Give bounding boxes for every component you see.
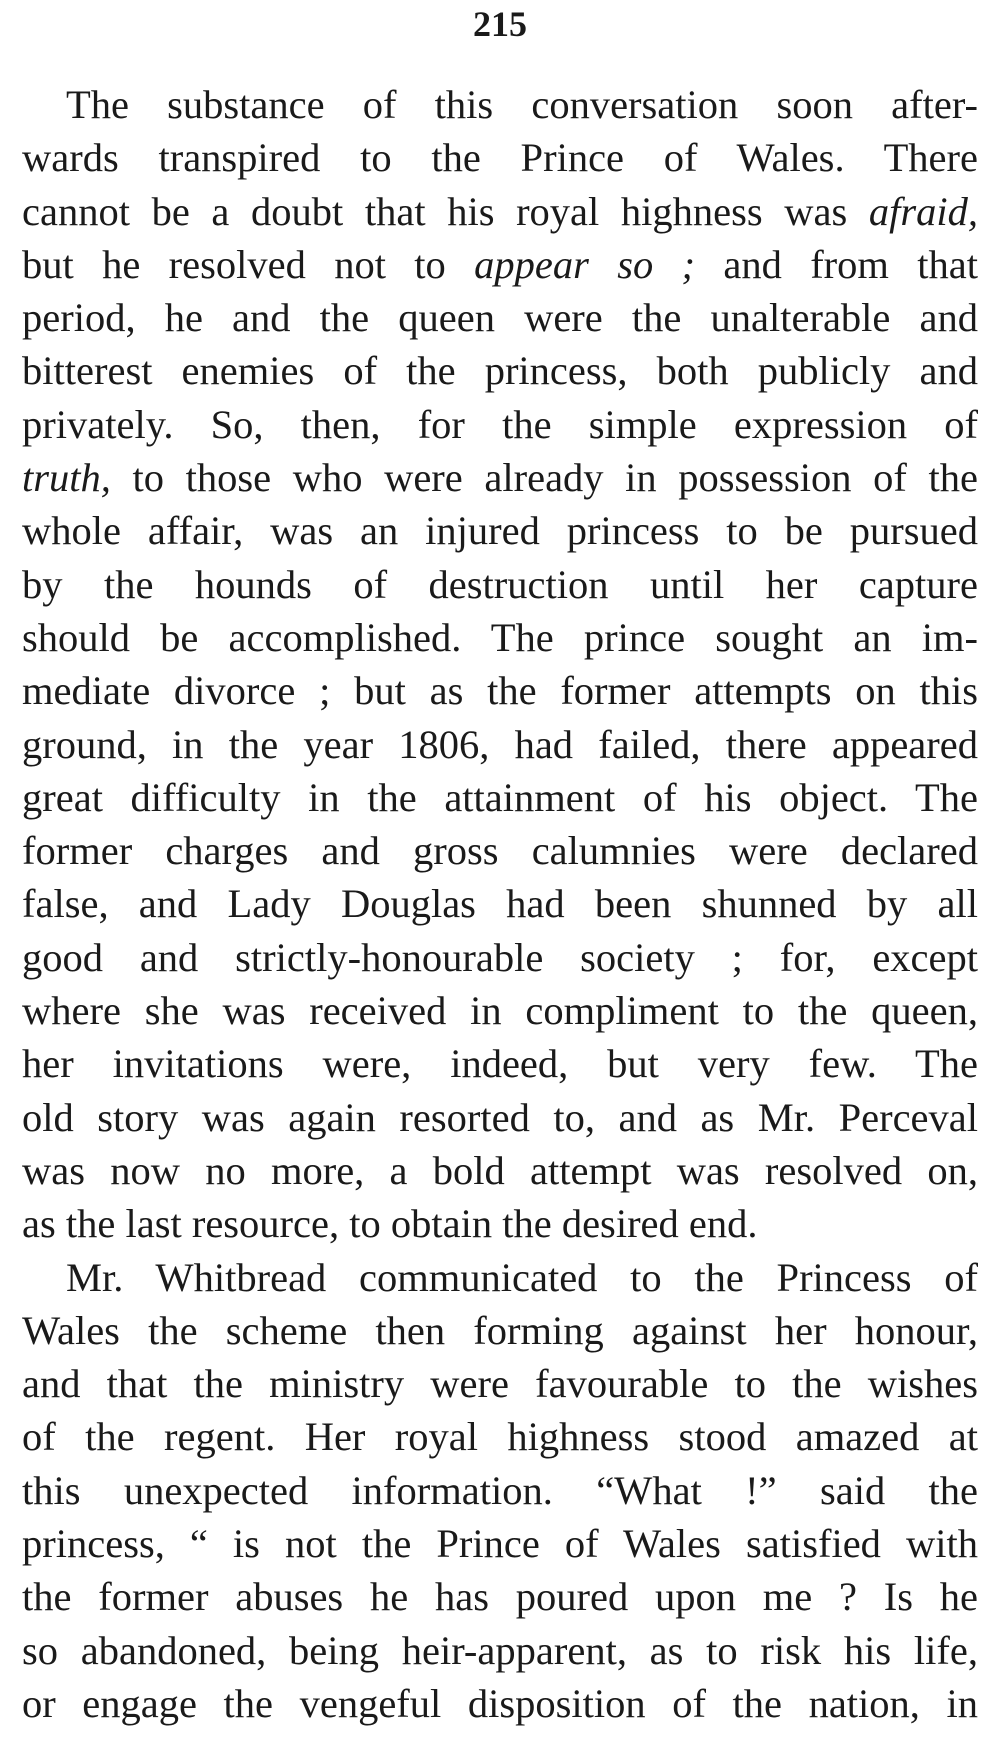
text-run: former charges and gross calumnies were declared (22, 828, 978, 874)
text-run: ground, in the year 1806, had failed, there appeared (22, 721, 978, 767)
text-line (22, 1624, 978, 1677)
text-line (22, 931, 978, 984)
text-run: princess, “ is not the Prince of Wales satisfied with (22, 1521, 978, 1567)
text-run: this unexpected information. “What !” said the (22, 1467, 978, 1513)
text-run: the former abuses he has poured upon me ? Is he (22, 1574, 978, 1620)
text-run: her invitations were, indeed, but very few. The (22, 1041, 978, 1087)
text-line (22, 558, 978, 611)
text-run: as the last resource, to obtain the desired end. (22, 1201, 758, 1247)
text-line (22, 824, 978, 877)
text-line (22, 398, 978, 451)
body-text (22, 78, 978, 1730)
text-line (22, 718, 978, 771)
text-line (22, 1091, 978, 1144)
text-line (22, 877, 978, 930)
text-run: privately. So, then, for the simple expression of (22, 401, 978, 447)
text-line (22, 1251, 978, 1304)
text-line (22, 1677, 978, 1730)
text-run: Wales the scheme then forming against her honour, (22, 1307, 978, 1353)
text-run: of the regent. Her royal highness stood amazed at (22, 1414, 978, 1460)
text-run: was now no more, a bold attempt was resolved on, (22, 1147, 978, 1193)
text-line (22, 1304, 978, 1357)
text-line (22, 1464, 978, 1517)
text-run: by the hounds of destruction until her capture (22, 561, 978, 607)
text-line (22, 291, 978, 344)
text-line (22, 451, 978, 504)
text-run: Mr. Whitbread communicated to the Princess of (66, 1254, 978, 1300)
text-line (22, 1517, 978, 1570)
text-run: so abandoned, being heir-apparent, as to risk his life, (22, 1627, 978, 1673)
text-line (22, 1570, 978, 1623)
text-line (22, 771, 978, 824)
text-run: where she was received in compliment to the queen, (22, 988, 978, 1034)
text-line (22, 185, 978, 238)
text-run: to those who were already in possession of the (110, 455, 978, 501)
text-line (22, 611, 978, 664)
text-line (22, 238, 978, 291)
text-run: mediate divorce ; but as the former attempts on this (22, 668, 978, 714)
text-line (22, 1037, 978, 1090)
text-line (22, 131, 978, 184)
text-line (22, 664, 978, 717)
text-run: bitterest enemies of the princess, both publicly and (22, 348, 978, 394)
text-run: should be accomplished. The prince sought an im- (22, 614, 978, 660)
paragraph (22, 78, 978, 1251)
text-line (22, 1357, 978, 1410)
text-line (22, 344, 978, 397)
text-line (22, 984, 978, 1037)
text-run: and that the ministry were favourable to the wishes (22, 1361, 978, 1407)
text-line (22, 78, 978, 131)
text-run: cannot be a doubt that his royal highness was (22, 188, 869, 234)
text-run: old story was again resorted to, and as Mr. Perceval (22, 1094, 978, 1140)
text-run: and from that (695, 241, 978, 287)
text-line (22, 1410, 978, 1463)
italic-text: truth, (22, 455, 111, 501)
text-run: period, he and the queen were the unalterable and (22, 295, 978, 341)
text-run: wards transpired to the Prince of Wales. There (22, 135, 978, 181)
text-run: false, and Lady Douglas had been shunned by all (22, 881, 978, 927)
paragraph (22, 1251, 978, 1731)
text-run: whole affair, was an injured princess to be pursued (22, 508, 978, 554)
text-run: great difficulty in the attainment of his object. The (22, 774, 978, 820)
text-run: good and strictly-honourable society ; for, except (22, 934, 978, 980)
text-line (22, 504, 978, 557)
text-run: or engage the vengeful disposition of the nation, in (22, 1680, 978, 1726)
italic-text: appear so ; (474, 241, 696, 287)
text-line (22, 1144, 978, 1197)
text-run: but he resolved not to (22, 241, 475, 287)
page-number: 215 (473, 4, 527, 44)
text-line (22, 1197, 978, 1250)
text-run: The substance of this conversation soon after- (66, 82, 978, 127)
italic-text: afraid, (868, 188, 978, 234)
